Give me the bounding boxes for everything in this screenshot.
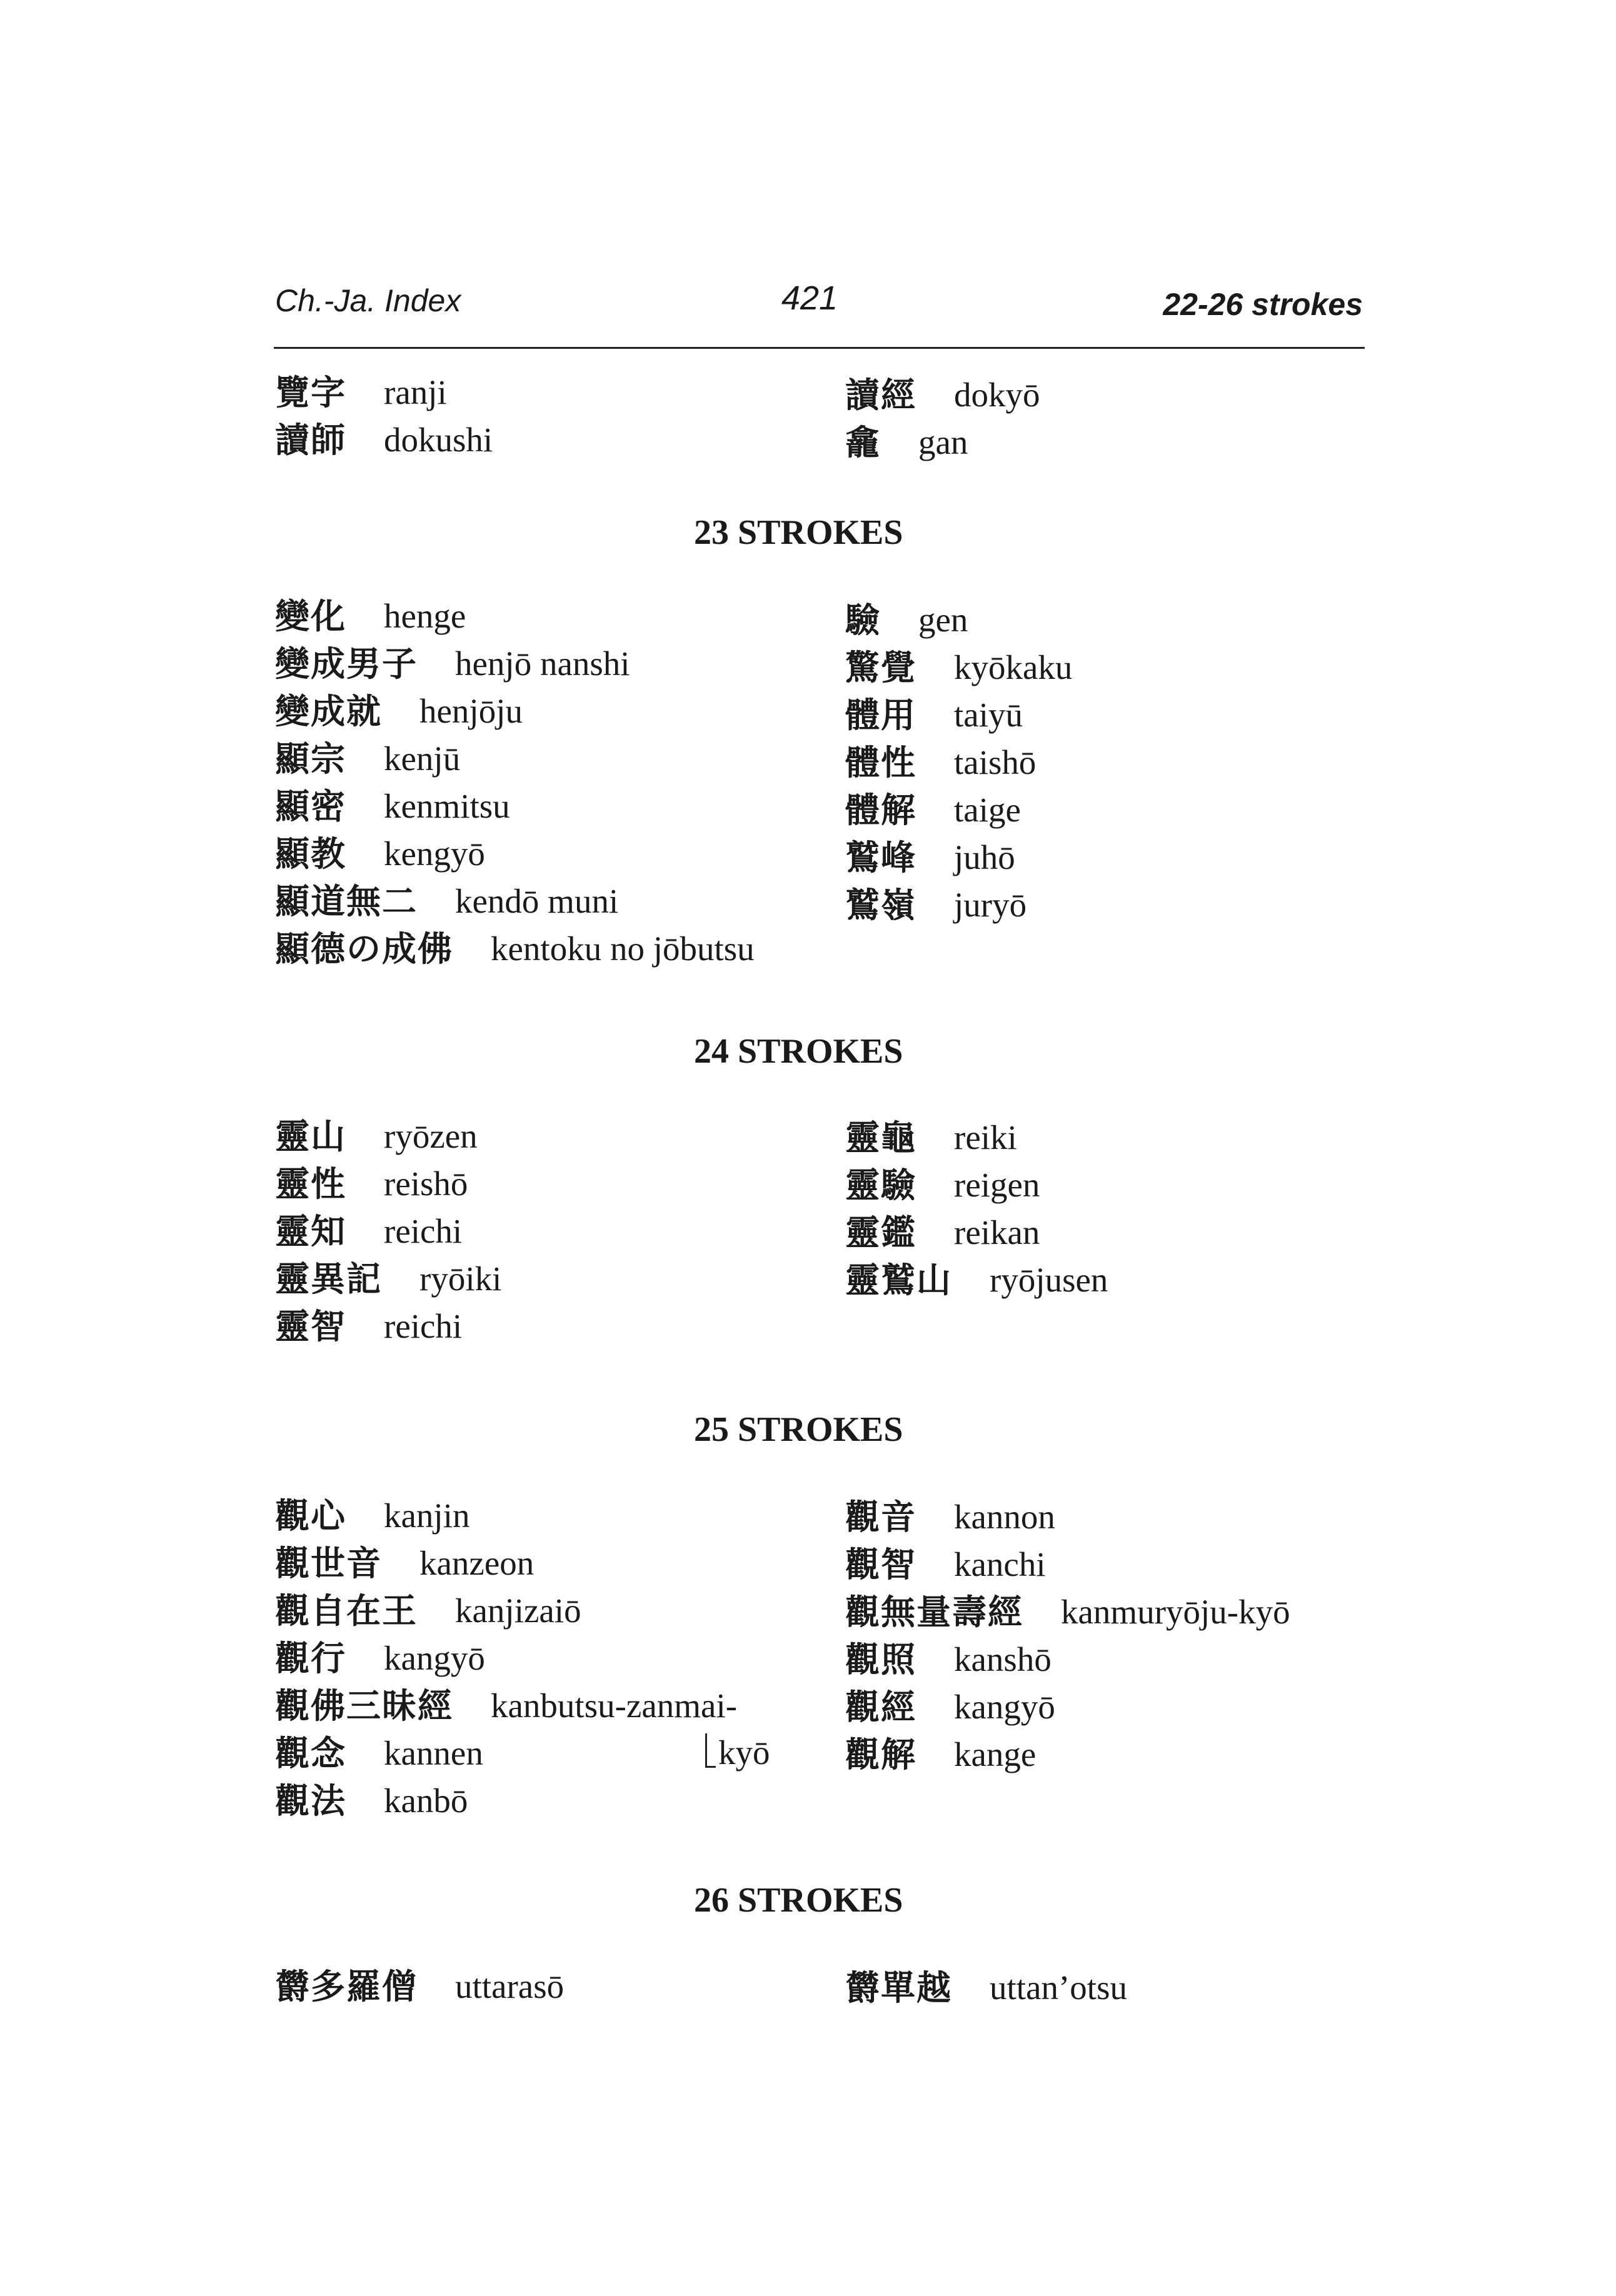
entry-romanization: juhō xyxy=(954,838,1015,876)
entry-kanji: 觀自在王 xyxy=(275,1591,418,1631)
entry-romanization: taige xyxy=(954,791,1021,829)
entry-kanji: 靈異記 xyxy=(275,1259,383,1299)
entry-romanization: taishō xyxy=(954,743,1036,781)
entry-kanji: 靈性 xyxy=(275,1164,347,1204)
index-entry xyxy=(275,1255,501,1303)
entry-kanji: 靈智 xyxy=(275,1306,347,1346)
entry-romanization: reiki xyxy=(954,1118,1017,1156)
entry-kanji: 靈驗 xyxy=(845,1165,917,1205)
running-header xyxy=(275,279,1363,333)
entry-romanization: kentoku no jōbutsu xyxy=(491,930,755,968)
index-title: Ch.-Ja. Index xyxy=(275,283,461,318)
entry-romanization: kengyō xyxy=(384,835,485,873)
entry-kanji: 觀智 xyxy=(845,1545,917,1585)
index-entry xyxy=(845,644,1072,691)
entry-romanization: kendō muni xyxy=(455,882,619,920)
continuation-bracket xyxy=(705,1733,716,1768)
entry-kanji: 變成就 xyxy=(275,691,383,731)
entry-kanji: 靈山 xyxy=(275,1116,347,1156)
entry-kanji: 龕 xyxy=(845,423,881,463)
page-number: 421 xyxy=(781,279,838,317)
entry-romanization: ryōiki xyxy=(419,1260,502,1298)
entry-kanji: 觀無量壽經 xyxy=(845,1592,1024,1632)
entry-kanji: 驗 xyxy=(845,600,881,640)
section-heading: 23 STROKES xyxy=(694,513,903,552)
index-entry xyxy=(275,688,755,735)
index-entry xyxy=(275,1587,737,1635)
index-entry xyxy=(275,1730,737,1777)
entry-kanji: 變成男子 xyxy=(275,644,418,684)
continuation-text: kyō xyxy=(718,1733,770,1772)
entry-romanization: kangyō xyxy=(384,1639,485,1677)
entry-kanji: 體解 xyxy=(845,790,917,830)
index-entry xyxy=(275,1963,564,2010)
entry-kanji: 觀念 xyxy=(275,1733,347,1773)
entry-kanji: 靈知 xyxy=(275,1211,347,1251)
entry-romanization: kanshō xyxy=(954,1640,1051,1678)
entry-romanization: ranji xyxy=(384,373,447,411)
entry-romanization: kanchi xyxy=(954,1545,1046,1583)
right-column xyxy=(845,1114,1108,1304)
left-column xyxy=(275,593,755,973)
index-entry xyxy=(845,419,1040,466)
index-entry xyxy=(845,1964,1127,2012)
index-entry xyxy=(845,1209,1108,1256)
left-column xyxy=(275,369,493,464)
index-entry xyxy=(845,786,1072,834)
entry-romanization: kannon xyxy=(954,1498,1055,1536)
stroke-range: 22-26 strokes xyxy=(1163,287,1363,322)
entry-romanization: dokyō xyxy=(954,376,1040,414)
entry-kanji: 體用 xyxy=(845,695,917,735)
entry-kanji: 顯密 xyxy=(275,786,347,826)
entry-kanji: 觀照 xyxy=(845,1640,917,1680)
entry-romanization: ryōzen xyxy=(384,1117,478,1155)
entry-kanji: 顯德の成佛 xyxy=(275,929,454,969)
entry-romanization: kannen xyxy=(384,1734,483,1772)
index-entry xyxy=(845,834,1072,881)
index-entry xyxy=(845,739,1072,786)
entry-kanji: 顯道無二 xyxy=(275,881,418,921)
index-entry xyxy=(845,1161,1108,1209)
index-entry xyxy=(275,925,755,973)
entry-romanization: reichi xyxy=(384,1212,463,1250)
entry-kanji: 觀解 xyxy=(845,1735,917,1775)
entry-kanji: 欝多羅僧 xyxy=(275,1967,418,2007)
entry-kanji: 欝單越 xyxy=(845,1968,953,2008)
index-entry xyxy=(275,416,493,464)
entry-romanization: kanbutsu-zanmai- xyxy=(491,1687,738,1725)
entry-romanization: reishō xyxy=(384,1165,468,1203)
index-entry xyxy=(275,783,755,830)
left-column xyxy=(275,1113,501,1350)
index-entry xyxy=(275,1682,737,1730)
index-entry xyxy=(275,1635,737,1682)
index-entry xyxy=(275,735,755,783)
entry-kanji: 靈鑑 xyxy=(845,1213,917,1253)
entry-kanji: 觀佛三昧經 xyxy=(275,1686,454,1726)
index-entry xyxy=(275,878,755,925)
right-column xyxy=(845,371,1040,466)
entry-romanization: reigen xyxy=(954,1166,1040,1204)
index-entry xyxy=(845,1731,1290,1778)
left-column xyxy=(275,1963,564,2010)
index-entry xyxy=(845,1683,1290,1731)
index-entry xyxy=(275,1540,737,1587)
entry-kanji: 顯教 xyxy=(275,834,347,874)
entry-kanji: 鷲峰 xyxy=(845,838,917,878)
right-column xyxy=(845,1493,1290,1778)
entry-romanization: kenjū xyxy=(384,739,461,778)
entry-kanji: 讀師 xyxy=(275,420,347,460)
entry-kanji: 觀行 xyxy=(275,1638,347,1678)
index-entry xyxy=(845,1493,1290,1541)
entry-romanization: ryōjusen xyxy=(990,1261,1108,1299)
entry-kanji: 觀法 xyxy=(275,1781,347,1821)
index-entry xyxy=(275,1113,501,1160)
entry-kanji: 觀世音 xyxy=(275,1543,383,1583)
index-entry xyxy=(275,1777,737,1825)
index-entry xyxy=(845,596,1072,644)
right-column xyxy=(845,596,1072,929)
index-entry xyxy=(845,691,1072,739)
entry-romanization: kanjizaiō xyxy=(455,1592,581,1630)
section-heading: 26 STROKES xyxy=(694,1881,903,1920)
entry-romanization: kanmuryōju-kyō xyxy=(1061,1593,1290,1631)
entry-kanji: 體性 xyxy=(845,743,917,783)
section-heading: 24 STROKES xyxy=(694,1032,903,1071)
index-entry xyxy=(275,1160,501,1208)
entry-romanization: taiyū xyxy=(954,696,1023,734)
entry-kanji: 顯宗 xyxy=(275,739,347,779)
right-column xyxy=(845,1964,1127,2012)
entry-romanization: gan xyxy=(918,423,968,461)
index-entry xyxy=(845,1588,1290,1636)
section-heading: 25 STROKES xyxy=(694,1410,903,1449)
entry-romanization: juryō xyxy=(954,886,1027,924)
entry-kanji: 觀心 xyxy=(275,1496,347,1536)
entry-romanization: kanzeon xyxy=(419,1544,534,1582)
entry-kanji: 靈龜 xyxy=(845,1118,917,1158)
entry-romanization: kanbō xyxy=(384,1782,468,1820)
entry-romanization: henjōju xyxy=(419,692,523,730)
entry-kanji: 觀經 xyxy=(845,1687,917,1727)
entry-romanization: kenmitsu xyxy=(384,787,510,825)
index-entry xyxy=(275,1492,737,1540)
index-entry xyxy=(275,830,755,878)
entry-kanji: 讀經 xyxy=(845,375,917,415)
entry-romanization: kyōkaku xyxy=(954,648,1073,686)
entry-kanji: 觀音 xyxy=(845,1497,917,1537)
index-entry xyxy=(275,640,755,688)
entry-kanji: 驚覺 xyxy=(845,648,917,688)
index-entry xyxy=(845,1636,1290,1683)
entry-romanization: henge xyxy=(384,597,466,635)
entry-romanization: kangyō xyxy=(954,1688,1055,1726)
index-entry xyxy=(845,371,1040,419)
index-entry xyxy=(275,1208,501,1255)
entry-romanization: reichi xyxy=(384,1307,463,1345)
index-entry xyxy=(845,1114,1108,1161)
entry-romanization: dokushi xyxy=(384,421,493,459)
entry-romanization: kange xyxy=(954,1735,1036,1773)
entry-romanization: uttan’otsu xyxy=(990,1968,1127,2007)
continued-line xyxy=(705,1733,770,1772)
entry-romanization: uttarasō xyxy=(455,1967,565,2005)
index-entry xyxy=(845,1541,1290,1588)
entry-romanization: kanjin xyxy=(384,1496,470,1535)
entry-romanization: reikan xyxy=(954,1213,1040,1251)
entry-kanji: 鷲嶺 xyxy=(845,885,917,925)
left-column xyxy=(275,1492,737,1825)
entry-romanization: gen xyxy=(918,601,968,639)
index-entry xyxy=(845,1256,1108,1304)
entry-romanization: henjō nanshi xyxy=(455,644,630,683)
index-entry xyxy=(275,369,493,416)
index-entry xyxy=(845,881,1072,929)
index-entry xyxy=(275,593,755,640)
header-rule xyxy=(274,347,1365,349)
index-entry xyxy=(275,1303,501,1350)
entry-kanji: 覽字 xyxy=(275,373,347,413)
entry-kanji: 靈鷲山 xyxy=(845,1260,953,1300)
entry-kanji: 變化 xyxy=(275,596,347,636)
